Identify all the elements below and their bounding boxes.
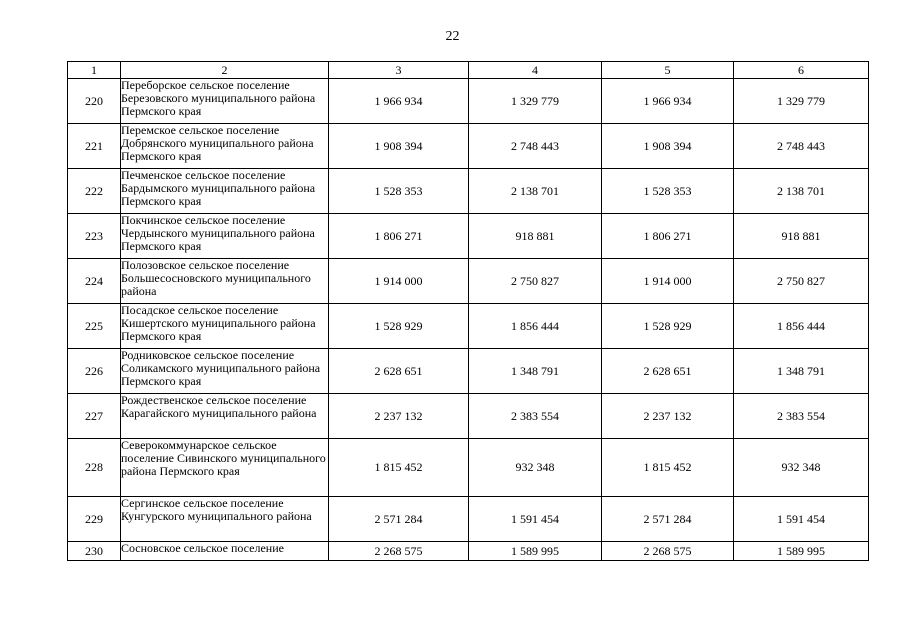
value-col-3: 1 528 353 [329, 169, 469, 214]
row-number: 220 [68, 79, 121, 124]
column-header-5: 5 [602, 62, 734, 79]
value-col-6: 918 881 [734, 214, 869, 259]
value-col-6: 1 856 444 [734, 304, 869, 349]
value-col-3: 1 815 452 [329, 439, 469, 497]
table-row [68, 169, 869, 214]
settlement-name: Переборское сельское поселение Березовского муниципального района Пермского края [121, 79, 329, 124]
value-col-5: 2 237 132 [602, 394, 734, 439]
value-col-4: 918 881 [469, 214, 602, 259]
value-col-4: 932 348 [469, 439, 602, 497]
row-number: 222 [68, 169, 121, 214]
table-row [68, 124, 869, 169]
value-col-4: 1 348 791 [469, 349, 602, 394]
row-number: 228 [68, 439, 121, 497]
table-row [68, 542, 869, 561]
row-number: 223 [68, 214, 121, 259]
value-col-6: 1 348 791 [734, 349, 869, 394]
table-row [68, 79, 869, 124]
table-row [68, 394, 869, 439]
table-row [68, 349, 869, 394]
row-number: 226 [68, 349, 121, 394]
value-col-5: 1 806 271 [602, 214, 734, 259]
table-row [68, 259, 869, 304]
value-col-3: 1 914 000 [329, 259, 469, 304]
table-row [68, 214, 869, 259]
settlement-name: Сосновское сельское поселение [121, 542, 329, 561]
settlement-name: Северокоммунарское сельское поселение Сивинского муниципального района Пермского края [121, 439, 329, 497]
row-number: 229 [68, 497, 121, 542]
value-col-5: 1 528 929 [602, 304, 734, 349]
value-col-5: 1 966 934 [602, 79, 734, 124]
value-col-4: 2 750 827 [469, 259, 602, 304]
header-row [68, 62, 869, 79]
value-col-3: 2 268 575 [329, 542, 469, 561]
column-header-2: 2 [121, 62, 329, 79]
value-col-4: 2 383 554 [469, 394, 602, 439]
row-number: 224 [68, 259, 121, 304]
value-col-6: 932 348 [734, 439, 869, 497]
value-col-5: 2 571 284 [602, 497, 734, 542]
value-col-5: 2 268 575 [602, 542, 734, 561]
value-col-4: 2 748 443 [469, 124, 602, 169]
value-col-6: 1 589 995 [734, 542, 869, 561]
row-number: 230 [68, 542, 121, 561]
value-col-4: 1 329 779 [469, 79, 602, 124]
value-col-3: 2 237 132 [329, 394, 469, 439]
settlement-name: Рождественское сельское поселение Карагайского муниципального района [121, 394, 329, 439]
column-header-6: 6 [734, 62, 869, 79]
row-number: 221 [68, 124, 121, 169]
settlement-name: Печменское сельское поселение Бардымского муниципального района Пермского края [121, 169, 329, 214]
value-col-3: 1 908 394 [329, 124, 469, 169]
page-number: 22 [445, 29, 460, 44]
row-number: 225 [68, 304, 121, 349]
settlement-name: Сергинское сельское поселение Кунгурского муниципального района [121, 497, 329, 542]
value-col-5: 1 908 394 [602, 124, 734, 169]
settlement-name: Перемское сельское поселение Добрянского муниципального района Пермского края [121, 124, 329, 169]
settlement-name: Посадское сельское поселение Кишертского муниципального района Пермского края [121, 304, 329, 349]
value-col-6: 2 750 827 [734, 259, 869, 304]
value-col-4: 2 138 701 [469, 169, 602, 214]
table-row [68, 439, 869, 497]
value-col-3: 2 571 284 [329, 497, 469, 542]
value-col-3: 1 806 271 [329, 214, 469, 259]
budget-table [67, 61, 869, 561]
value-col-5: 1 528 353 [602, 169, 734, 214]
value-col-5: 2 628 651 [602, 349, 734, 394]
settlement-name: Покчинское сельское поселение Чердынского муниципального района Пермского края [121, 214, 329, 259]
value-col-3: 2 628 651 [329, 349, 469, 394]
value-col-6: 2 383 554 [734, 394, 869, 439]
column-header-1: 1 [68, 62, 121, 79]
column-header-4: 4 [469, 62, 602, 79]
value-col-6: 2 748 443 [734, 124, 869, 169]
value-col-4: 1 589 995 [469, 542, 602, 561]
column-header-3: 3 [329, 62, 469, 79]
table-row [68, 497, 869, 542]
value-col-6: 2 138 701 [734, 169, 869, 214]
settlement-name: Родниковское сельское поселение Соликамского муниципального района Пермского края [121, 349, 329, 394]
value-col-3: 1 966 934 [329, 79, 469, 124]
value-col-6: 1 591 454 [734, 497, 869, 542]
value-col-4: 1 591 454 [469, 497, 602, 542]
table-row [68, 304, 869, 349]
value-col-5: 1 815 452 [602, 439, 734, 497]
value-col-6: 1 329 779 [734, 79, 869, 124]
value-col-4: 1 856 444 [469, 304, 602, 349]
value-col-3: 1 528 929 [329, 304, 469, 349]
row-number: 227 [68, 394, 121, 439]
value-col-5: 1 914 000 [602, 259, 734, 304]
settlement-name: Полозовское сельское поселение Большесосновского муниципального района [121, 259, 329, 304]
